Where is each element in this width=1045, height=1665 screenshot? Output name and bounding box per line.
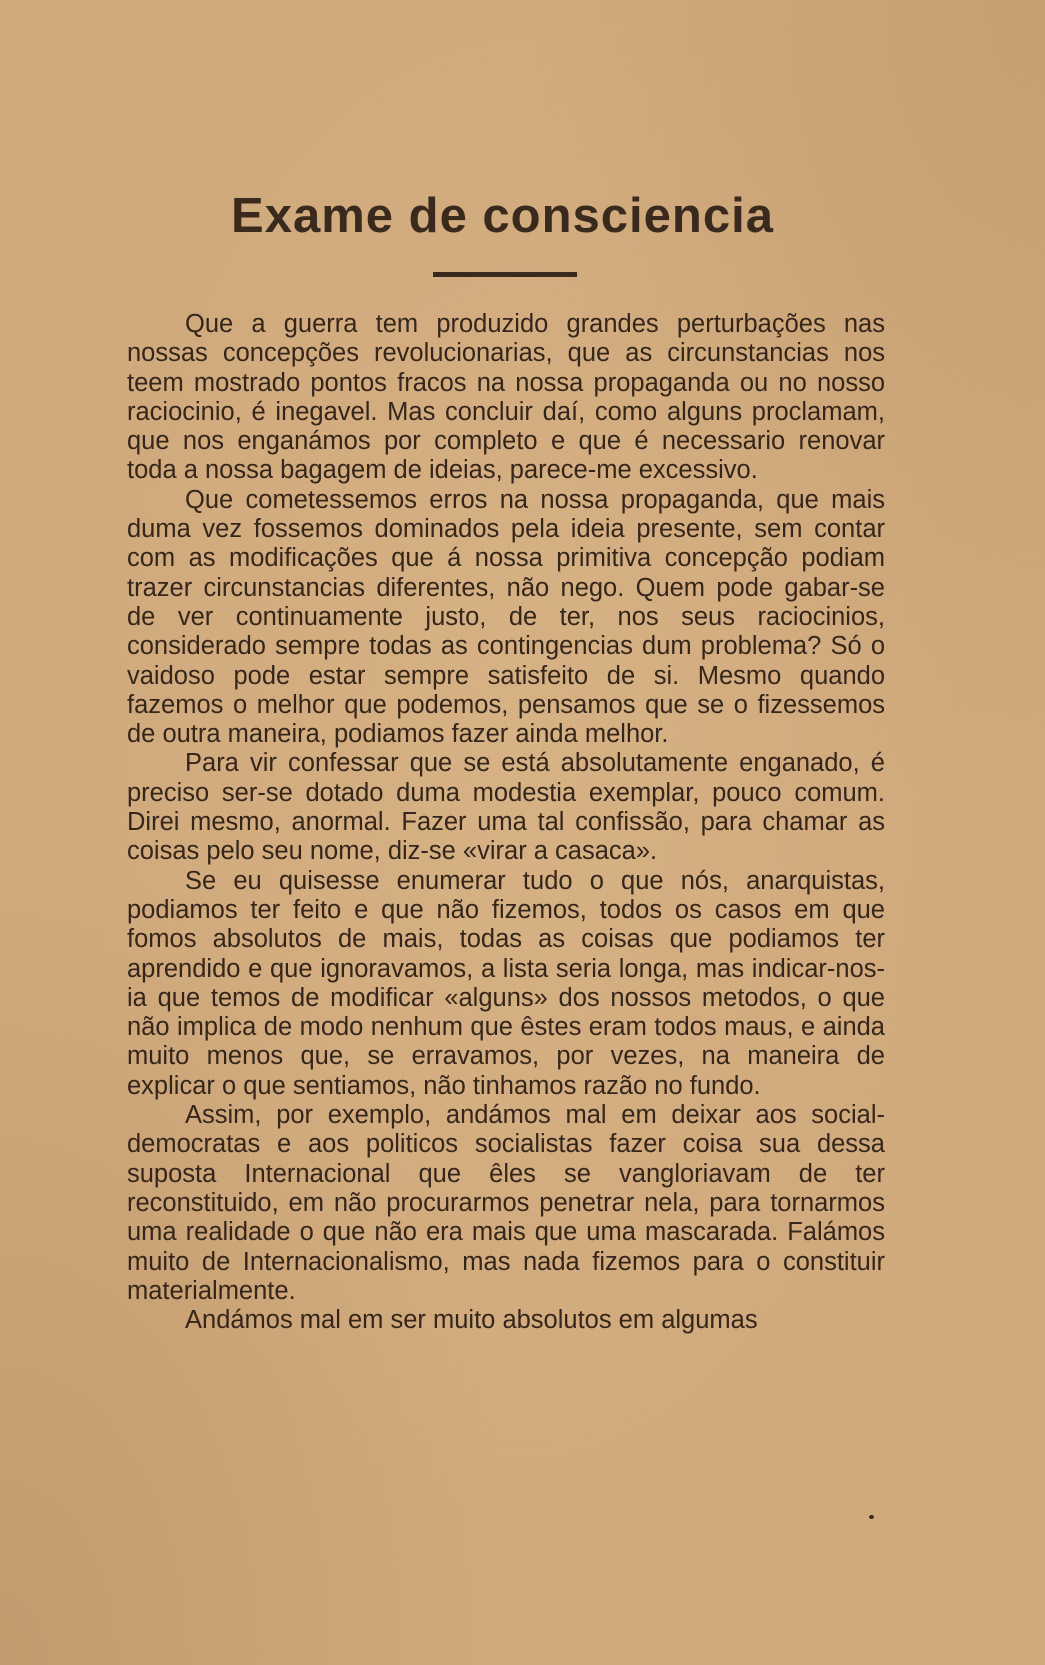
paragraph: Se eu quisesse enumerar tudo o que nós, anarquistas, podiamos ter feito e que não fizemos, todos os casos em que fomos absolutos de mais, todas as coisas que podiamos ter aprendido e que ignoravamos, a lista seria longa, mas indicar-nos-ia que temos de modificar «alguns» dos nossos metodos, o que não implica de modo nenhum que êstes eram todos maus, e ainda muito menos que, se erravamos, por vezes, na maneira de explicar o que sentiamos, não tinhamos razão no fundo.	[127, 866, 885, 1100]
paragraph: Assim, por exemplo, andámos mal em deixar aos social-democratas e aos politicos socialistas fazer coisa sua dessa suposta Internacional que êles se vangloriavam de ter reconstituido, em não procurarmos penetrar nela, para tornarmos uma realidade o que não era mais que uma mascarada. Falámos muito de Internacionalismo, mas nada fizemos para o constituir materialmente.	[127, 1101, 885, 1305]
ink-speck	[869, 1515, 874, 1519]
paragraph: Que cometessemos erros na nossa propaganda, que mais duma vez fossemos dominados pela ideia presente, sem contar com as modificações que á nossa primitiva concepção podiam trazer circunstancias diferentes, não nego. Quem pode gabar-se de ver continuamente justo, de ter, nos seus raciocinios, considerado sempre todas as contingencias dum problema? Só o vaidoso pode estar sempre satisfeito de si. Mesmo quando fazemos o melhor que podemos, pensamos que se o fizessemos de outra maneira, podiamos fazer ainda melhor.	[127, 485, 885, 749]
paragraph: Para vir confessar que se está absolutamente enganado, é preciso ser-se dotado duma modestia exemplar, pouco comum. Direi mesmo, anormal. Fazer uma tal confissão, para chamar as coisas pelo seu nome, diz-se «virar a casaca».	[127, 749, 885, 866]
page-title: Exame de consciencia	[231, 189, 774, 243]
paragraph: Andámos mal em ser muito absolutos em algumas	[185, 1306, 758, 1335]
article-body	[127, 310, 885, 1335]
paragraph: Que a guerra tem produzido grandes perturbações nas nossas concepções revolucionarias, que as circunstancias nos teem mostrado pontos fracos na nossa propaganda ou no nosso raciocinio, é inegavel. Mas concluir daí, como alguns proclamam, que nos enganámos por completo e que é necessario renovar toda a nossa bagagem de ideias, parece-me excessivo.	[127, 310, 885, 485]
title-divider	[433, 272, 577, 277]
